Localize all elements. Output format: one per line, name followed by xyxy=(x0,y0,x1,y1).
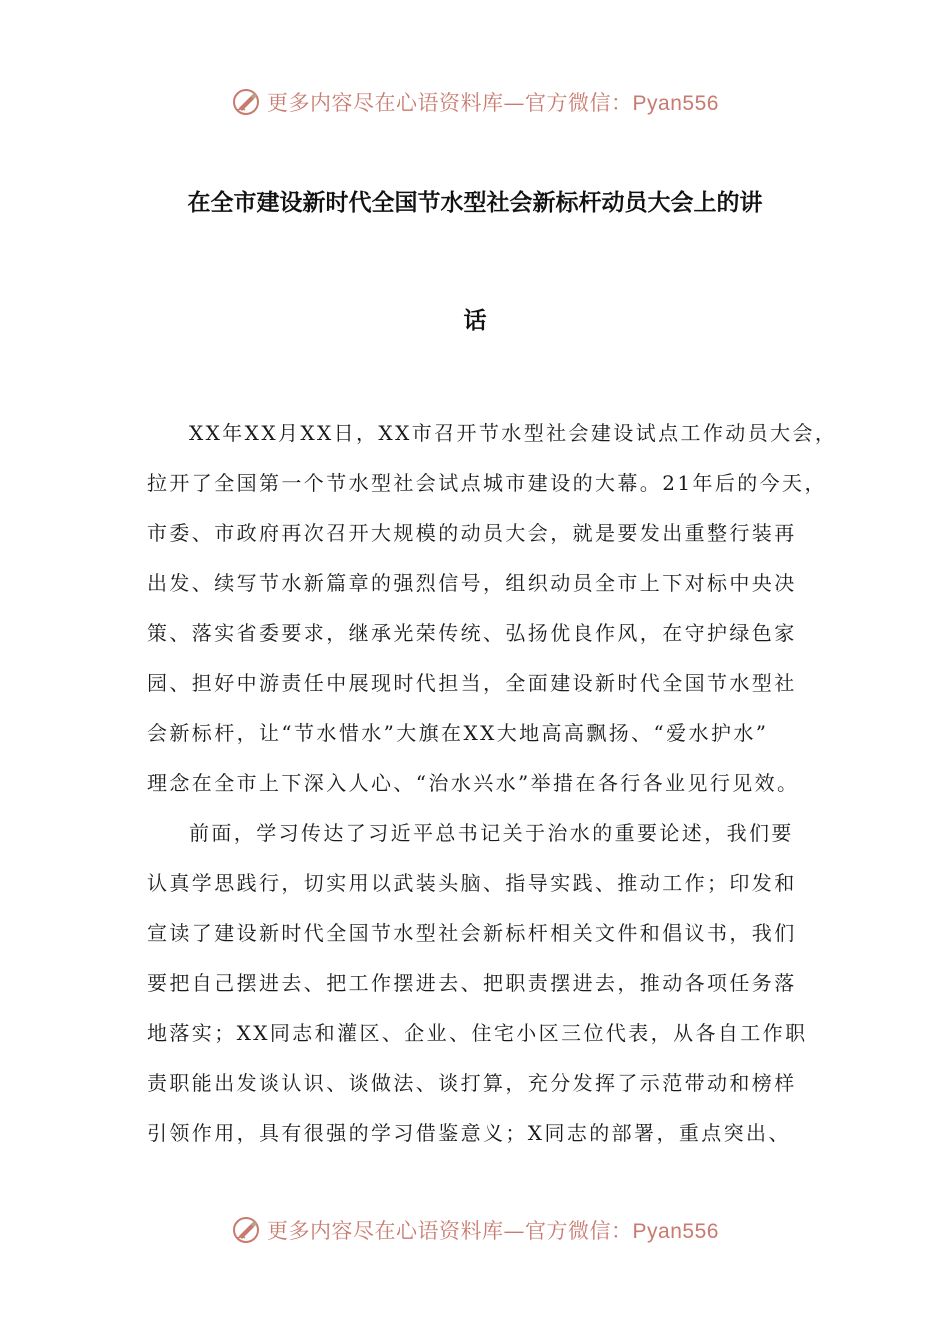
body-line: 出发、续写节水新篇章的强烈信号，组织动员全市上下对标中央决 xyxy=(147,571,797,595)
pen-scroll-logo-icon xyxy=(231,1215,261,1245)
document-body xyxy=(147,418,838,1168)
header-watermark-text: 更多内容尽在心语资料库—官方微信：Pyan556 xyxy=(267,91,719,115)
header-watermark-banner xyxy=(0,84,950,120)
body-line: 引领作用，具有很强的学习借鉴意义；X同志的部署，重点突出、 xyxy=(147,1121,791,1145)
header-wechat-id: Pyan556 xyxy=(632,92,719,115)
body-line: 拉开了全国第一个节水型社会试点城市建设的大幕。21年后的今天， xyxy=(147,471,827,495)
body-line: 前面，学习传达了习近平总书记关于治水的重要论述，我们要 xyxy=(189,821,794,845)
footer-watermark-banner xyxy=(0,1212,950,1248)
body-line: 宣读了建设新时代全国节水型社会新标杆相关文件和倡议书，我们 xyxy=(147,921,797,945)
body-line: 要把自己摆进去、把工作摆进去、把职责摆进去，推动各项任务落 xyxy=(147,971,797,995)
body-line: 认真学思践行，切实用以武装头脑、指导实践、推动工作；印发和 xyxy=(147,871,797,895)
footer-wechat-id: Pyan556 xyxy=(632,1220,719,1243)
body-line: 理念在全市上下深入人心、“治水兴水”举措在各行各业见行见效。 xyxy=(147,771,800,795)
body-line: 园、担好中游责任中展现时代担当，全面建设新时代全国节水型社 xyxy=(147,671,797,695)
body-line: XX年XX月XX日，XX市召开节水型社会建设试点工作动员大会， xyxy=(189,421,838,445)
pen-scroll-logo-icon xyxy=(231,87,261,117)
body-line: 责职能出发谈认识、谈做法、谈打算，充分发挥了示范带动和榜样 xyxy=(147,1071,797,1095)
document-title-line-2: 话 xyxy=(463,308,487,334)
body-line: 地落实；XX同志和灌区、企业、住宅小区三位代表，从各自工作职 xyxy=(147,1021,808,1045)
footer-watermark-text: 更多内容尽在心语资料库—官方微信：Pyan556 xyxy=(267,1219,719,1243)
body-line: 市委、市政府再次召开大规模的动员大会，就是要发出重整行装再 xyxy=(147,521,797,545)
body-line: 策、落实省委要求，继承光荣传统、弘扬优良作风，在守护绿色家 xyxy=(147,621,797,645)
body-line: 会新标杆，让“节水惜水”大旗在XX大地高高飘扬、“爱水护水” xyxy=(147,721,769,745)
document-title-line-1: 在全市建设新时代全国节水型社会新标杆动员大会上的讲 xyxy=(187,190,763,216)
